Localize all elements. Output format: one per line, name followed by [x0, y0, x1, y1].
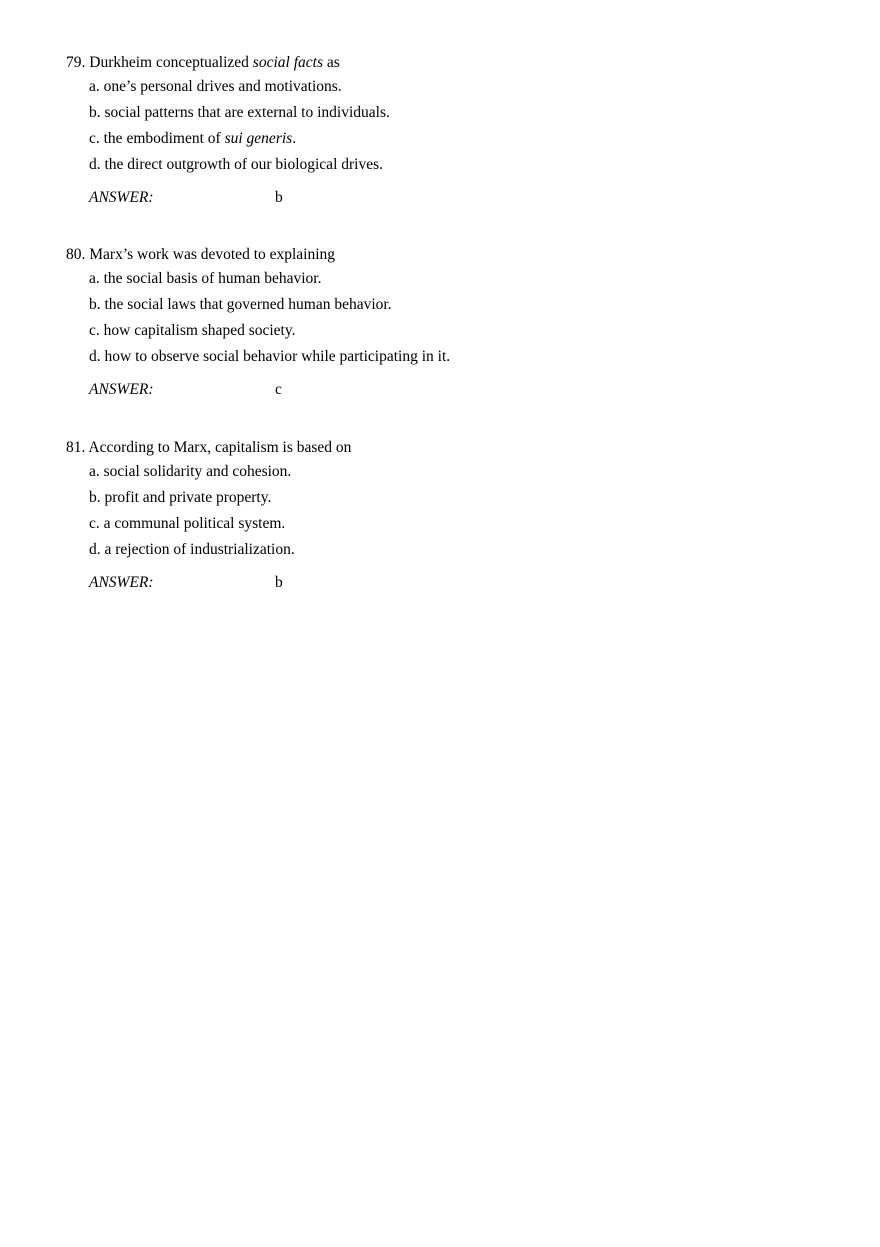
question-stem	[66, 438, 766, 462]
question-stem	[66, 53, 766, 77]
answer-options	[66, 269, 766, 373]
answer-label: ANSWER:	[89, 574, 154, 591]
question-stem	[66, 245, 766, 269]
question-79	[66, 53, 766, 208]
option-b: b. the social laws that governed human behavior.	[89, 296, 392, 313]
answer-row	[89, 380, 766, 400]
option-c-text: c. the embodiment of	[89, 130, 221, 147]
answer-row	[89, 573, 766, 593]
answer-options	[66, 462, 766, 566]
answer-value: c	[275, 381, 282, 398]
question-stem-text: Marx’s work was devoted to explaining	[89, 246, 336, 263]
option-c: c. how capitalism shaped society.	[89, 322, 296, 339]
option-d: d. a rejection of industrialization.	[89, 541, 295, 558]
question-number: 81.	[66, 439, 86, 456]
option-b: b. profit and private property.	[89, 489, 272, 506]
option-b: b. social patterns that are external to individuals.	[89, 104, 390, 121]
option-a: a. one’s personal drives and motivations.	[89, 78, 342, 95]
question-80	[66, 245, 766, 400]
option-d: d. the direct outgrowth of our biological drives.	[89, 156, 384, 173]
option-d: d. how to observe social behavior while participating in it.	[89, 348, 451, 365]
answer-value: b	[275, 574, 283, 591]
answer-label: ANSWER:	[89, 381, 154, 398]
option-c-italic: sui generis	[224, 130, 293, 147]
question-stem-text: Durkheim conceptualized	[89, 54, 249, 71]
question-stem-italic: social facts	[252, 54, 323, 71]
answer-options	[66, 77, 766, 181]
option-a: a. the social basis of human behavior.	[89, 270, 322, 287]
question-stem-text-end: as	[326, 54, 340, 71]
answer-row	[89, 188, 766, 208]
question-stem-text: According to Marx, capitalism is based on	[88, 439, 352, 456]
option-c: c. a communal political system.	[89, 515, 286, 532]
option-a: a. social solidarity and cohesion.	[89, 463, 292, 480]
option-c-period: .	[292, 130, 297, 147]
answer-value: b	[275, 189, 283, 206]
option-c	[89, 129, 766, 155]
question-81	[66, 438, 766, 593]
answer-label: ANSWER:	[89, 189, 154, 206]
question-number: 80.	[66, 246, 86, 263]
question-number: 79.	[66, 54, 86, 71]
